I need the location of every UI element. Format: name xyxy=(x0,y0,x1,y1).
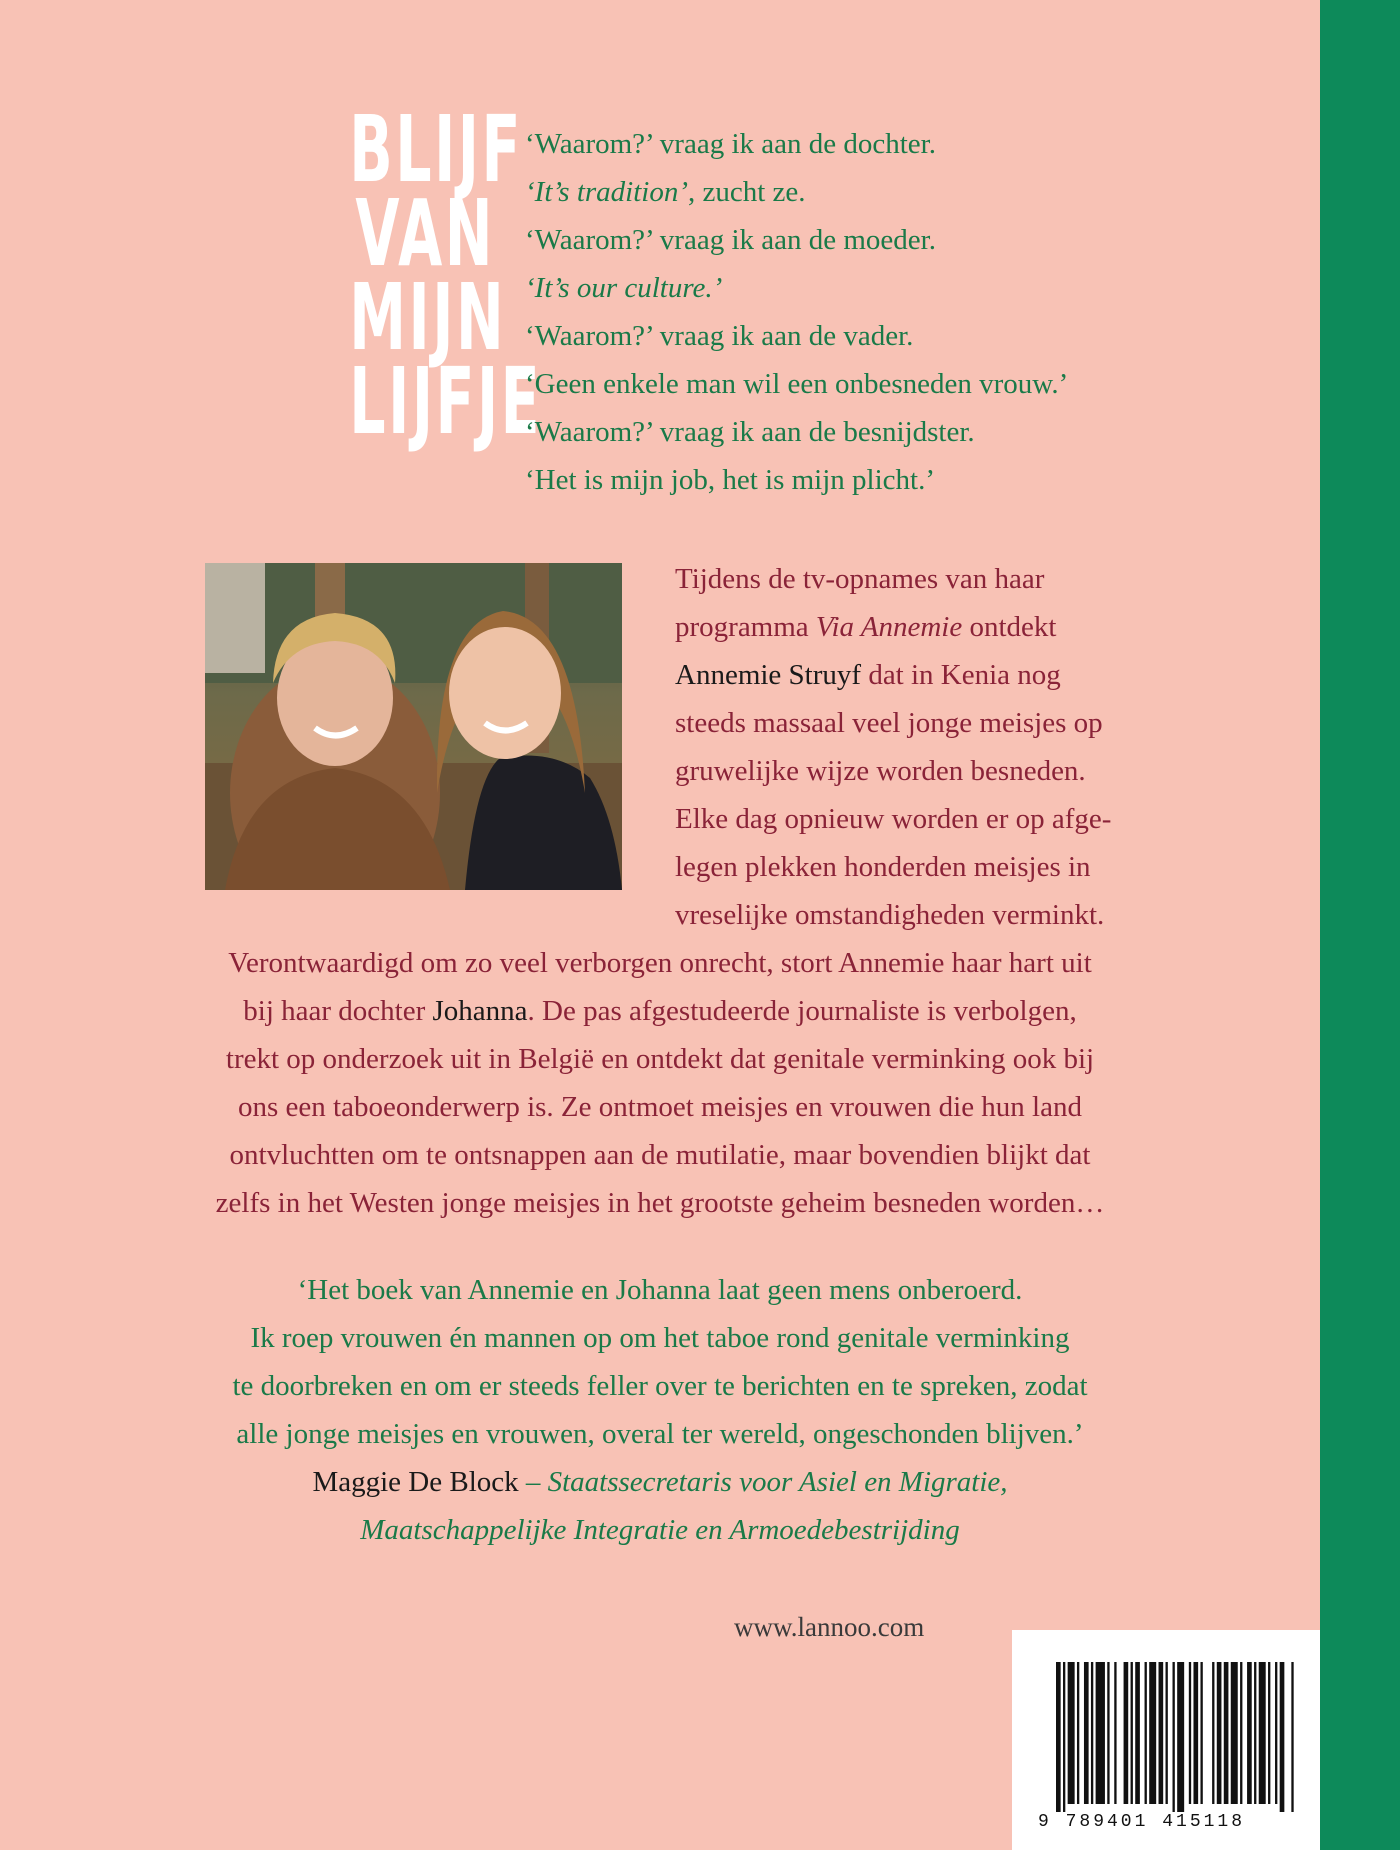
blurb-line: zelfs in het Westen jonge meisjes in het grootste geheim besneden worden… xyxy=(215,1187,1105,1219)
poem-line: ‘Waarom?’ vraag ik aan de dochter. xyxy=(525,128,936,160)
barcode-bar xyxy=(1091,1662,1093,1804)
quote-author-role: – Staatssecretaris voor Asiel en Migratie, xyxy=(518,1466,1008,1498)
poem-line: ‘Het is mijn job, het is mijn plicht.’ xyxy=(525,464,935,496)
endorsement-quote xyxy=(120,1266,1200,1554)
poem-line: ‘Waarom?’ vraag ik aan de besnijdster. xyxy=(525,416,975,448)
barcode-bar xyxy=(1275,1662,1277,1804)
blurb-fragment: dat in Kenia nog xyxy=(861,659,1061,691)
barcode-bar xyxy=(1056,1662,1061,1812)
barcode-bar xyxy=(1173,1662,1175,1812)
barcode-bar xyxy=(1247,1662,1252,1804)
barcode-bar xyxy=(1254,1662,1256,1804)
title-line-3: MIJN xyxy=(349,264,507,371)
blurb-line: legen plekken honderden meisjes in xyxy=(675,851,1091,883)
poem-line: ‘Geen enkele man wil een onbesneden vrouw.’ xyxy=(525,368,1069,400)
quote-line: Ik roep vrouwen én mannen op om het taboe rond genitale verminking xyxy=(250,1322,1070,1354)
blurb-line xyxy=(120,603,1200,651)
barcode-bar xyxy=(1145,1662,1147,1804)
quote-line: alle jonge meisjes en vrouwen, overal ter wereld, ongeschonden blijven.’ xyxy=(236,1418,1084,1450)
poem-italic-fragment: ‘It’s tradition’ xyxy=(525,176,688,208)
program-title: Via Annemie xyxy=(815,611,963,643)
barcode-bar xyxy=(1224,1662,1229,1804)
blurb-line: Tijdens de tv-opnames van haar xyxy=(675,563,1045,595)
publisher-website[interactable]: www.lannoo.com xyxy=(734,1612,925,1642)
barcode-icon xyxy=(1056,1662,1296,1812)
blurb-fragment: ontdekt xyxy=(962,611,1057,643)
blurb-text xyxy=(120,555,1200,1227)
barcode-bar xyxy=(1291,1662,1293,1812)
blurb-line: ons een taboeonderwerp is. Ze ontmoet meisjes en vrouwen die hun land xyxy=(238,1091,1082,1123)
blurb-line xyxy=(120,987,1200,1035)
blurb-line: Verontwaardigd om zo veel verborgen onrecht, stort Annemie haar hart uit xyxy=(228,947,1092,979)
blurb-line xyxy=(120,651,1200,699)
barcode-bar xyxy=(1212,1662,1214,1804)
quote-line: te doorbreken en om er steeds feller over te berichten en te spreken, zodat xyxy=(232,1370,1088,1402)
barcode-bar xyxy=(1280,1662,1285,1812)
barcode-bar xyxy=(1200,1662,1202,1804)
barcode-bar xyxy=(1240,1662,1242,1804)
quote-attribution xyxy=(120,1458,1200,1506)
barcode-bar xyxy=(1063,1662,1065,1812)
barcode-bar xyxy=(1114,1662,1116,1804)
blurb-fragment: . De pas afgestudeerde journaliste is verbolgen, xyxy=(527,995,1077,1027)
barcode-bar xyxy=(1107,1662,1109,1804)
poem-line: ‘Waarom?’ vraag ik aan de vader. xyxy=(525,320,914,352)
barcode-bar xyxy=(1217,1662,1222,1804)
barcode-bar xyxy=(1096,1662,1105,1804)
isbn-digits: 9 789401 415118 xyxy=(1038,1812,1246,1832)
book-title xyxy=(260,96,543,455)
blurb-line: vreselijke omstandigheden verminkt. xyxy=(675,899,1105,931)
opening-poem xyxy=(525,120,1165,504)
author-name-johanna: Johanna xyxy=(432,995,528,1027)
barcode-panel xyxy=(1012,1630,1320,1850)
poem-line: ‘Waarom?’ vraag ik aan de moeder. xyxy=(525,224,936,256)
poem-line: ‘It’s our culture.’ xyxy=(525,272,723,304)
blurb-fragment: programma xyxy=(675,611,816,643)
title-line-1: BLIJF xyxy=(349,96,523,203)
quote-author-role-line-2: Maatschappelijke Integratie en Armoedebestrijding xyxy=(360,1514,960,1546)
author-name-annemie: Annemie Struyf xyxy=(675,659,862,691)
barcode-bar xyxy=(1177,1662,1184,1812)
spine-stripe xyxy=(1320,0,1400,1850)
poem-line xyxy=(525,168,1165,216)
barcode-bar xyxy=(1068,1662,1075,1804)
blurb-line: Elke dag opnieuw worden er op afge- xyxy=(675,803,1112,835)
barcode-bar xyxy=(1135,1662,1140,1804)
quote-line: ‘Het boek van Annemie en Johanna laat geen mens onberoerd. xyxy=(297,1274,1023,1306)
barcode-bar xyxy=(1166,1662,1168,1804)
barcode-bar xyxy=(1149,1662,1156,1804)
blurb-line: gruwelijke wijze worden besneden. xyxy=(675,755,1086,787)
barcode-bar xyxy=(1268,1662,1270,1804)
barcode-bar xyxy=(1259,1662,1266,1804)
barcode-bar xyxy=(1077,1662,1079,1804)
poem-fragment: , zucht ze. xyxy=(688,176,806,208)
barcode-bar xyxy=(1084,1662,1089,1804)
title-line-4: LIJFJE xyxy=(349,348,543,455)
blurb-line: ontvluchtten om te ontsnappen aan de mutilatie, maar bovendien blijkt dat xyxy=(229,1139,1091,1171)
blurb-fragment: bij haar dochter xyxy=(243,995,433,1027)
barcode-bar xyxy=(1193,1662,1198,1804)
barcode-bar xyxy=(1159,1662,1164,1804)
title-line-2: VAN xyxy=(355,180,495,287)
barcode-bar xyxy=(1124,1662,1129,1804)
blurb-line: steeds massaal veel jonge meisjes op xyxy=(675,707,1103,739)
barcode-bar xyxy=(1189,1662,1191,1804)
blurb-line: trekt op onderzoek uit in België en ontdekt dat genitale verminking ook bij xyxy=(225,1043,1095,1075)
quote-author: Maggie De Block xyxy=(312,1466,519,1498)
barcode-bar xyxy=(1131,1662,1133,1804)
barcode-bar xyxy=(1231,1662,1238,1804)
